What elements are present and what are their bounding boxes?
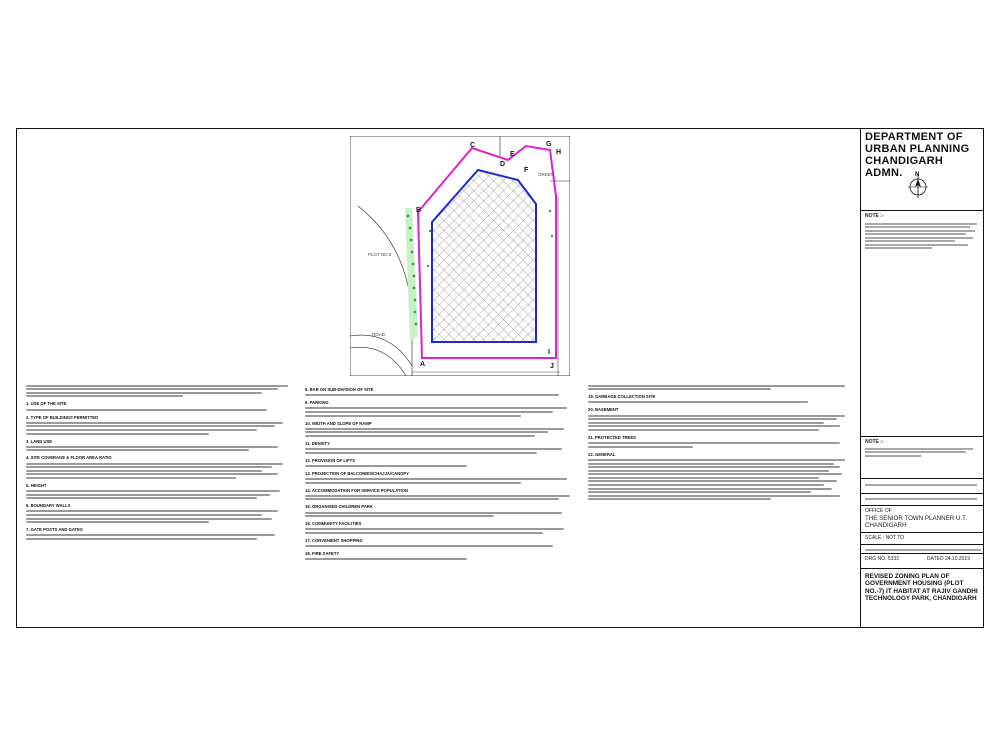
north-label: N	[915, 172, 920, 178]
point-G: G	[546, 141, 552, 148]
section-heading: 10. WIDTH AND SLOPE OF RAMP	[305, 420, 372, 426]
point-C: C	[470, 142, 476, 149]
project-title: REVISED ZONING PLAN OF GOVERNMENT HOUSING (PLOT NO.-7) IT HABITAT AT RAJIV GANDHI TECHNOLOGY PARK, CHANDIGARH	[865, 573, 978, 603]
point-E: E	[510, 151, 515, 158]
section-heading: 6. BOUNDARY WALLS	[26, 503, 71, 509]
section-heading: 9. PARKING	[305, 400, 329, 406]
section-heading: 16. COMMUNITY FACILITIES	[305, 521, 362, 527]
note-heading: NOTE :-	[865, 213, 884, 219]
point-A: A	[420, 361, 426, 368]
note2-text	[865, 446, 977, 458]
section-heading: 3. LAND USE	[26, 438, 53, 444]
drawn-row	[865, 547, 981, 552]
section-heading: 20. BASEMENT	[588, 407, 619, 413]
section-heading: 11. DENSITY	[305, 440, 330, 446]
signature-row-2	[865, 496, 977, 501]
office-name: THE SENIOR TOWN PLANNER U.T. CHANDIGARH	[865, 515, 967, 530]
section-heading: 4. SITE COVERAGE & FLOOR AREA RATIO	[26, 455, 112, 461]
drawing-date: DATED 24.10.2019	[927, 556, 970, 562]
note2-heading: NOTE :-	[865, 439, 884, 445]
note-text	[865, 221, 977, 251]
point-J: J	[550, 363, 554, 370]
office-heading: OFFICE OF	[865, 508, 892, 514]
section-heading: 19. GARBAGE COLLECTION SITE	[588, 394, 656, 400]
site-plan	[350, 136, 570, 376]
section-heading: 7. GATE POSTS AND GATES	[26, 527, 83, 533]
drawing-number: DRG NO. 5333	[865, 556, 899, 562]
plot-label: PLOT NO.6	[368, 252, 392, 257]
section-heading: 12. PROVISION OF LIFTS	[305, 457, 356, 463]
section-heading: 15. ORGANISED CHILDREN PARK	[305, 504, 373, 510]
section-heading: 2. TYPE OF BUILDINGS PERMITTED	[26, 414, 99, 420]
point-I: I	[548, 349, 550, 356]
title-block	[860, 128, 984, 628]
section-heading: 21. PROTECTED TREES	[588, 434, 636, 440]
section-heading: 1. USE OF THE SITE	[26, 401, 67, 407]
section-heading: 13. PROJECTION OF BALCONIES/CHAJJA/CANOPY	[305, 470, 410, 476]
notes-column-2	[305, 383, 575, 562]
section-heading: 8. BAR ON SUB-DIVISION OF SITE	[305, 387, 374, 392]
point-D: D	[500, 161, 506, 168]
north-arrow-icon	[905, 170, 931, 200]
point-B: B	[416, 207, 422, 214]
section-heading: 5. HEIGHT	[26, 482, 47, 488]
point-F: F	[524, 167, 529, 174]
green-label: GREEN	[538, 172, 555, 177]
notes-column-1	[26, 383, 288, 542]
scale-text: SCALE : NOT TO	[865, 535, 905, 541]
notes-column-3	[588, 383, 850, 502]
section-heading: 18. FIRE SAFETY	[305, 551, 340, 557]
section-heading: 14. ACCOMMODATION FOR SERVICE POPULATION	[305, 487, 408, 493]
department-title: DEPARTMENT OF URBAN PLANNING CHANDIGARH ADMN.	[865, 131, 970, 179]
point-H: H	[556, 149, 562, 156]
section-heading: 22. GENERAL	[588, 451, 616, 457]
road-label: ROAD	[372, 332, 386, 337]
signature-row-1	[865, 482, 977, 487]
section-heading: 17. CONVENIENT SHOPPING	[305, 538, 363, 544]
